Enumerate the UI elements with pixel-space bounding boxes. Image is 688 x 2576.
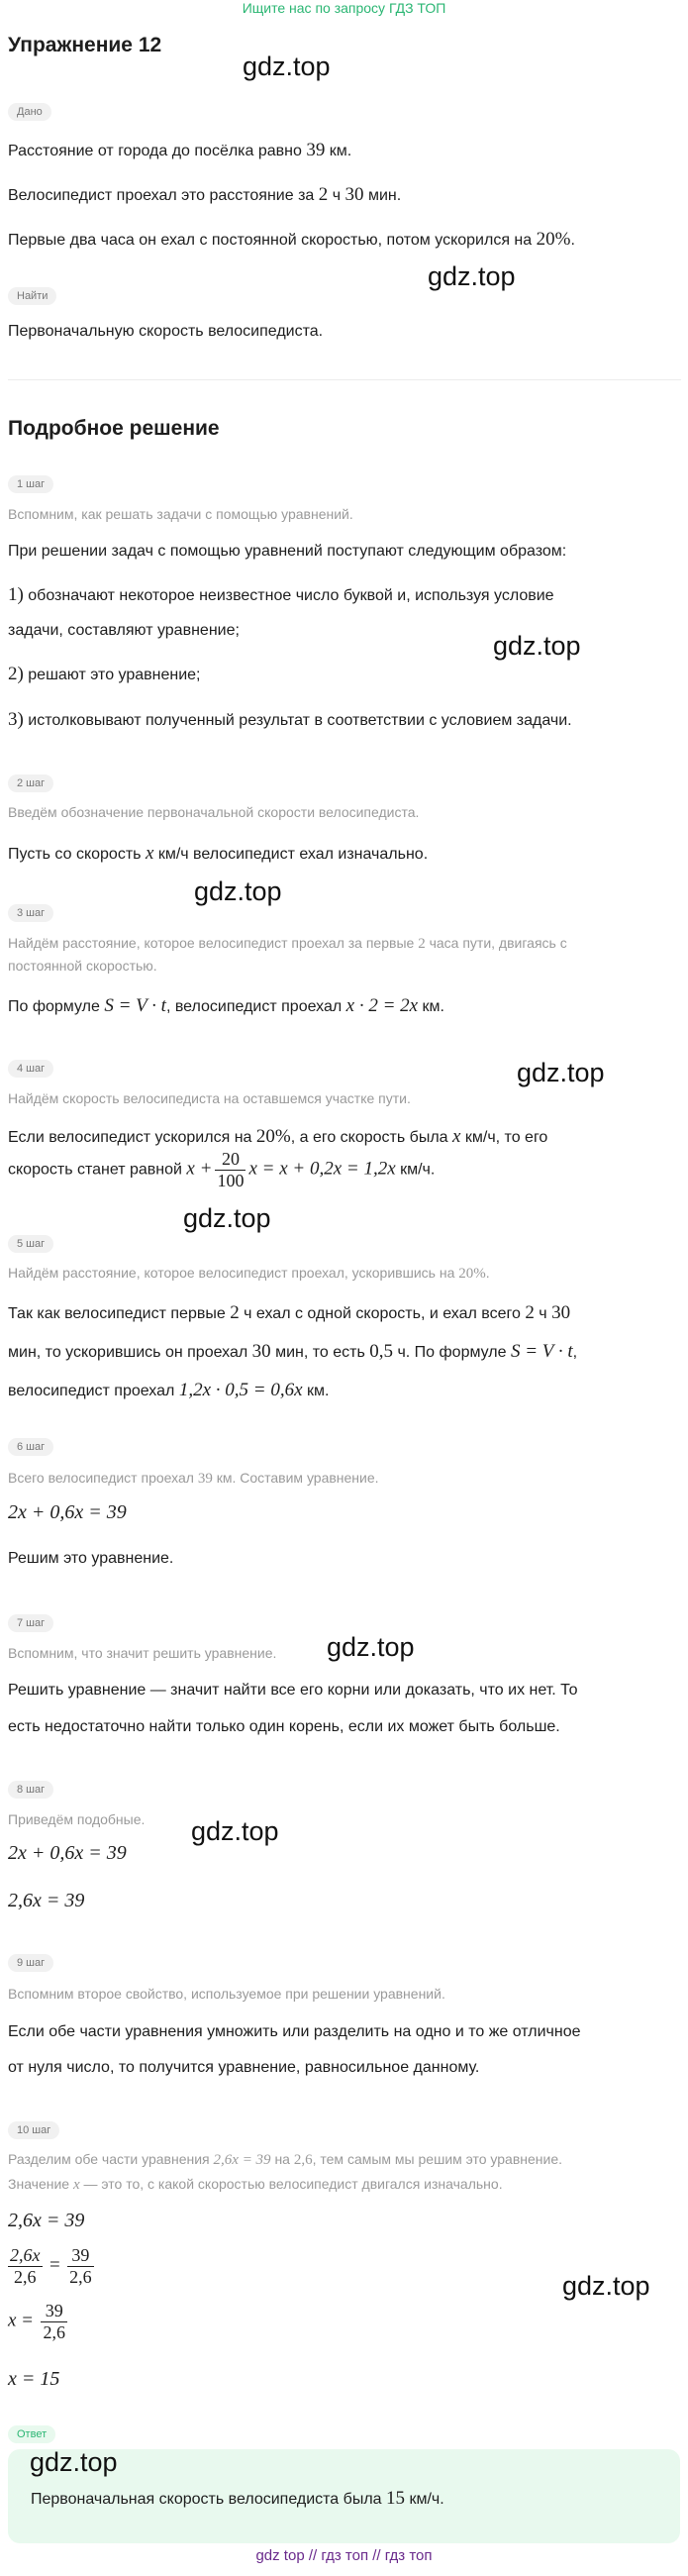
solution-title: Подробное решение — [8, 417, 220, 440]
step-hint: Разделим обе части уравнения 2,6x = 39 на 2,6, тем самым мы решим это уравнение. — [8, 2151, 563, 2168]
given-line-3: Первые два часа он ехал с постоянной скоростью, потом ускорился на 20%. — [8, 229, 575, 250]
step-badge: 6 шаг — [8, 1438, 53, 1456]
watermark: gdz.top — [517, 1058, 605, 1087]
footer-links[interactable]: gdz top // гдз топ // гдз топ — [255, 2547, 433, 2564]
answer-text: Первоначальная скорость велосипедиста была 15 км/ч. — [31, 2488, 444, 2509]
step-text: Если велосипедист ускорился на 20%, а его скорость была x км/ч, то его — [8, 1126, 548, 1147]
watermark: gdz.top — [183, 1203, 271, 1233]
step-text: от нуля число, то получится уравнение, равносильное данному. — [8, 2059, 480, 2076]
step-badge: 8 шаг — [8, 1781, 53, 1799]
equation: 2,6x = 39 — [8, 2210, 85, 2231]
step-text: Пусть со скорость x км/ч велосипедист ехал изначально. — [8, 843, 429, 864]
list-item: 1) обозначают некоторое неизвестное число буквой и, используя условие — [8, 584, 554, 605]
fraction-equation: $\frac{2,6x}{2,6}$ = $\frac{39}{2,6}$ — [10, 2245, 92, 2287]
equation: 2x + 0,6x = 39 — [8, 1501, 127, 1523]
step-text: Так как велосипедист первые 2 ч ехал с одной скорость, и ехал всего 2 ч 30 — [8, 1302, 571, 1323]
list-item-cont: задачи, составляют уравнение; — [8, 622, 240, 639]
watermark: gdz.top — [191, 1816, 279, 1846]
given-line-2: Велосипедист проехал это расстояние за 2 ч 30 мин. — [8, 184, 402, 205]
list-item: 2) решают это уравнение; — [8, 664, 201, 684]
page-title: Упражнение 12 — [8, 34, 162, 56]
step-badge: 3 шаг — [8, 904, 53, 922]
list-item: 3) истолковывают полученный результат в соответствии с условием задачи. — [8, 709, 572, 730]
equation: 2x + 0,6x = 39 — [8, 1842, 127, 1864]
step-badge: 5 шаг — [8, 1235, 53, 1253]
step-badge: 7 шаг — [8, 1614, 53, 1632]
watermark: gdz.top — [243, 52, 331, 81]
step-text: При решении задач с помощью уравнений поступают следующим образом: — [8, 543, 567, 560]
step-badge: 9 шаг — [8, 1954, 53, 1972]
step-hint: Введём обозначение первоначальной скорости велосипедиста. — [8, 804, 420, 820]
step-text: Решим это уравнение. — [8, 1550, 174, 1567]
find-text: Первоначальную скорость велосипедиста. — [8, 323, 324, 340]
watermark: gdz.top — [327, 1632, 415, 1662]
step-hint: Приведём подобные. — [8, 1811, 146, 1827]
fraction: $\frac{39}{2,6}$ — [43, 2301, 65, 2342]
step-hint-cont: Значение x — это то, с какой скоростью велосипедист двигался изначально. — [8, 2176, 503, 2193]
given-line-1: Расстояние от города до посёлка равно 39 км. — [8, 140, 352, 160]
watermark: gdz.top — [194, 876, 282, 906]
equation: 2,6x = 39 — [8, 1890, 85, 1911]
step-badge: 1 шаг — [8, 475, 53, 493]
step-hint-cont: постоянной скоростью. — [8, 958, 157, 974]
find-badge: Найти — [8, 287, 56, 305]
step-text: мин, то ускорившись он проехал 30 мин, то есть 0,5 ч. По формуле S = V · t, — [8, 1341, 578, 1362]
given-badge: Дано — [8, 103, 51, 121]
step-text: скорость станет равной x + $\frac{20}{100}$ x = x + 0,2x = 1,2x км/ч. — [8, 1149, 436, 1190]
step-text: есть недостаточно найти только один корень, если их может быть больше. — [8, 1718, 560, 1735]
step-hint: Найдём скорость велосипедиста на оставшемся участке пути. — [8, 1090, 411, 1106]
step-text: велосипедист проехал 1,2x · 0,5 = 0,6x км. — [8, 1380, 330, 1400]
step-hint: Вспомним второе свойство, используемое при решении уравнений. — [8, 1986, 445, 2002]
fraction: $\frac{20}{100}$ — [217, 1149, 245, 1190]
fraction: $\frac{2,6x}{2,6}$ — [10, 2245, 41, 2287]
step-badge: 4 шаг — [8, 1060, 53, 1078]
step-text: Решить уравнение — значит найти все его корни или доказать, что их нет. То — [8, 1682, 578, 1699]
fraction: $\frac{39}{2,6}$ — [69, 2245, 92, 2287]
top-banner[interactable]: Ищите нас по запросу ГДЗ ТОП — [242, 0, 446, 16]
step-hint: Вспомним, как решать задачи с помощью уравнений. — [8, 506, 353, 522]
answer-badge: Ответ — [8, 2425, 55, 2443]
watermark: gdz.top — [428, 261, 516, 291]
step-hint: Вспомним, что значит решить уравнение. — [8, 1645, 277, 1661]
step-text: По формуле S = V · t, велосипедист проехал x · 2 = 2x км. — [8, 995, 444, 1016]
step-badge: 10 шаг — [8, 2121, 59, 2139]
step-hint: Всего велосипедист проехал 39 км. Составим уравнение. — [8, 1470, 379, 1487]
step-hint: Найдём расстояние, которое велосипедист проехал, ускорившись на 20%. — [8, 1265, 490, 1282]
watermark: gdz.top — [493, 631, 581, 661]
fraction-equation: x = $\frac{39}{2,6}$ — [8, 2301, 65, 2342]
watermark: gdz.top — [30, 2447, 118, 2477]
equation: x = 15 — [8, 2368, 60, 2390]
watermark: gdz.top — [562, 2271, 650, 2301]
step-text: Если обе части уравнения умножить или разделить на одно и то же отличное — [8, 2023, 581, 2040]
divider — [8, 379, 681, 380]
step-hint: Найдём расстояние, которое велосипедист проехал за первые 2 часа пути, двигаясь с — [8, 935, 567, 952]
step-badge: 2 шаг — [8, 774, 53, 792]
